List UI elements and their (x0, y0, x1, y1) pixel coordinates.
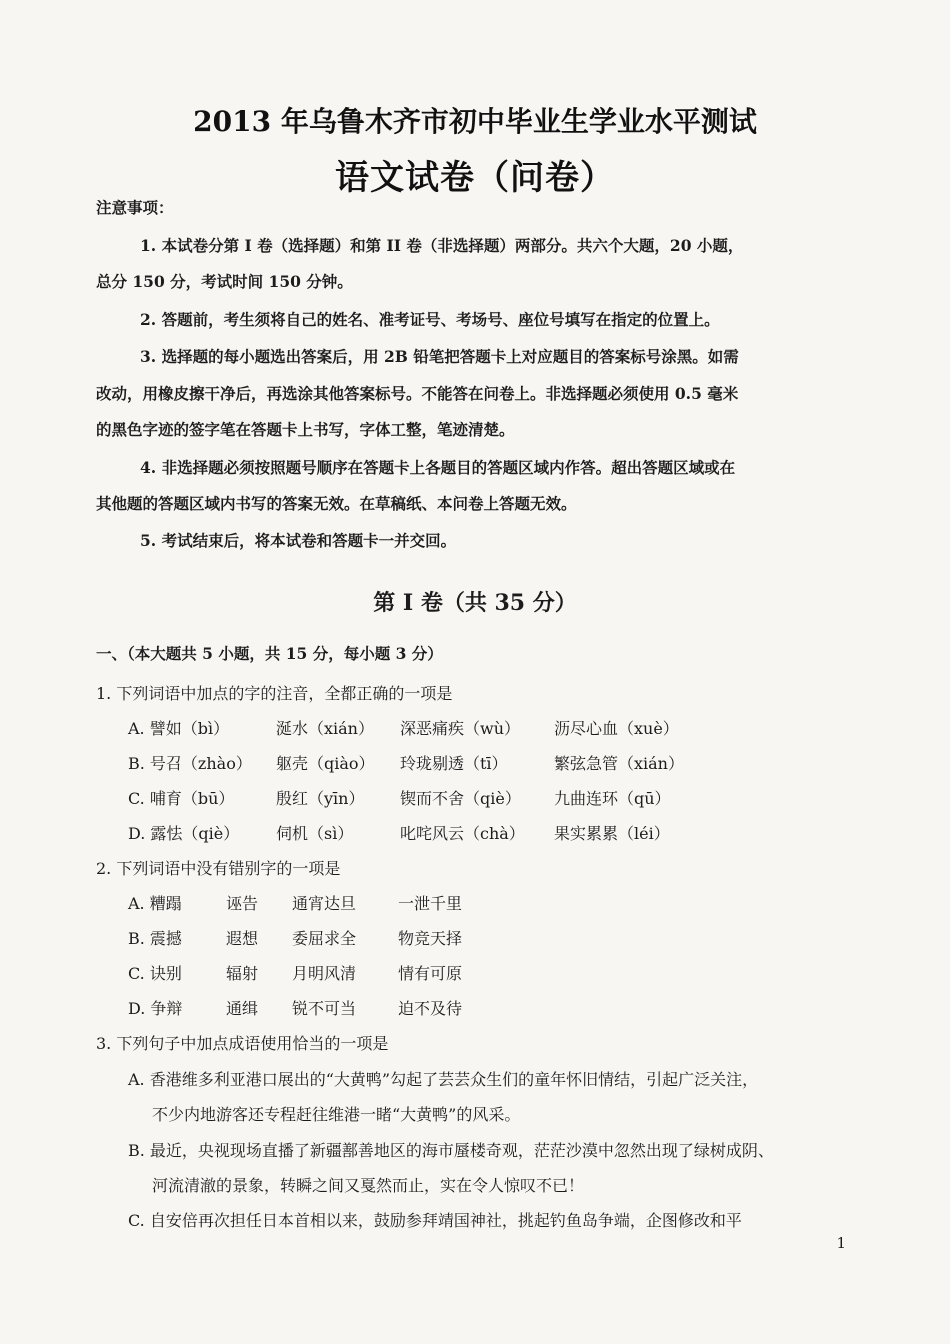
q2-option-b: B. 震撼 (128, 929, 182, 948)
question-stem: 1. 下列词语中加点的字的注音，全都正确的一项是 (96, 684, 453, 703)
q1-option-a: A. 譬如（bì） (128, 719, 230, 738)
q2-option-d: D. 争辩 (128, 999, 183, 1018)
q2-option-c: C. 诀别 (128, 964, 182, 983)
q1-option-d: D. 露怯（qiè） (128, 824, 240, 843)
notice-line: 改动，用橡皮擦干净后，再选涂其他答案标号。不能答在问卷上。非选择题必须使用 0.5 毫米 (96, 384, 739, 403)
q1-option-c-word: 九曲连环（qū） (554, 789, 671, 808)
q1-option-a-word: 涎水（xián） (276, 719, 374, 738)
q2-option-a-word: 诬告 (226, 894, 259, 913)
q2-option-c-word: 辐射 (226, 964, 259, 983)
q1-option-a-word: 深恶痛疾（wù） (400, 719, 521, 738)
notice-line: 4. 非选择题必须按照题号顺序在答题卡上各题目的答题区域内作答。超出答题区域或在 (140, 458, 736, 477)
q2-option-b-word: 委屈求全 (292, 929, 357, 948)
exam-subtitle: 语文试卷（问卷） (335, 158, 615, 198)
q2-option-c-word: 月明风清 (292, 964, 357, 983)
q2-option-a-word: 一泄千里 (398, 894, 463, 913)
notice-heading: 注意事项： (96, 198, 174, 217)
question-stem: 2. 下列词语中没有错别字的一项是 (96, 859, 341, 878)
page-number: 1 (836, 1234, 846, 1252)
q2-option-a-word: 通宵达旦 (292, 894, 357, 913)
section-title: 第 I 卷（共 35 分） (373, 590, 577, 616)
q2-option-d-word: 通缉 (226, 999, 259, 1018)
q1-option-c-word: 殷红（yīn） (276, 789, 365, 808)
q3-option-c: C. 自安倍再次担任日本首相以来，鼓励参拜靖国神社，挑起钓鱼岛争端，企图修改和平 (128, 1211, 742, 1230)
notice-line: 3. 选择题的每小题选出答案后，用 2B 铅笔把答题卡上对应题目的答案标号涂黑。如需 (140, 347, 739, 366)
notice-line: 2. 答题前，考生须将自己的姓名、准考证号、考场号、座位号填写在指定的位置上。 (140, 310, 720, 329)
q2-option-b-word: 遐想 (226, 929, 259, 948)
q2-option-b-word: 物竞天择 (398, 929, 463, 948)
exam-title: 2013 年乌鲁木齐市初中毕业生学业水平测试 (193, 105, 757, 138)
q1-option-c-word: 锲而不舍（qiè） (400, 789, 521, 808)
notice-line: 其他题的答题区域内书写的答案无效。在草稿纸、本问卷上答题无效。 (96, 494, 577, 513)
part-heading: 一、（本大题共 5 小题，共 15 分，每小题 3 分） (96, 644, 443, 663)
q1-option-d-word: 果实累累（léi） (554, 824, 670, 843)
q1-option-c: C. 哺育（bū） (128, 789, 235, 808)
q3-option-b: B. 最近，央视现场直播了新疆鄯善地区的海市蜃楼奇观，茫茫沙漠中忽然出现了绿树成阴、 (128, 1141, 774, 1160)
q3-option-a-cont: 不少内地游客还专程赶往维港一睹“大黄鸭”的风采。 (152, 1105, 521, 1124)
q3-option-b-cont: 河流清澈的景象，转瞬之间又戛然而止，实在令人惊叹不已！ (152, 1176, 585, 1195)
q1-option-b-word: 繁弦急管（xián） (554, 754, 684, 773)
q1-option-a-word: 沥尽心血（xuè） (554, 719, 679, 738)
notice-line: 的黑色字迹的签字笔在答题卡上书写，字体工整，笔迹清楚。 (96, 420, 515, 439)
q1-option-d-word: 叱咤风云（chà） (400, 824, 525, 843)
q1-option-b: B. 号召（zhào） (128, 754, 252, 773)
q1-option-b-word: 玲珑剔透（tī） (400, 754, 508, 773)
q2-option-d-word: 迫不及待 (398, 999, 463, 1018)
notice-line: 1. 本试卷分第 I 卷（选择题）和第 II 卷（非选择题）两部分。共六个大题，20 小题， (140, 236, 744, 255)
notice-line: 5. 考试结束后，将本试卷和答题卡一并交回。 (140, 531, 457, 550)
q2-option-c-word: 情有可原 (398, 964, 463, 983)
q3-option-a: A. 香港维多利亚港口展出的“大黄鸭”勾起了芸芸众生们的童年怀旧情结，引起广泛关注， (128, 1070, 759, 1089)
notice-line: 总分 150 分，考试时间 150 分钟。 (96, 272, 353, 291)
q2-option-a: A. 糟蹋 (128, 894, 182, 913)
question-stem: 3. 下列句子中加点成语使用恰当的一项是 (96, 1034, 389, 1053)
q2-option-d-word: 锐不可当 (292, 999, 357, 1018)
q1-option-b-word: 躯壳（qiào） (276, 754, 375, 773)
q1-option-d-word: 伺机（sì） (276, 824, 354, 843)
